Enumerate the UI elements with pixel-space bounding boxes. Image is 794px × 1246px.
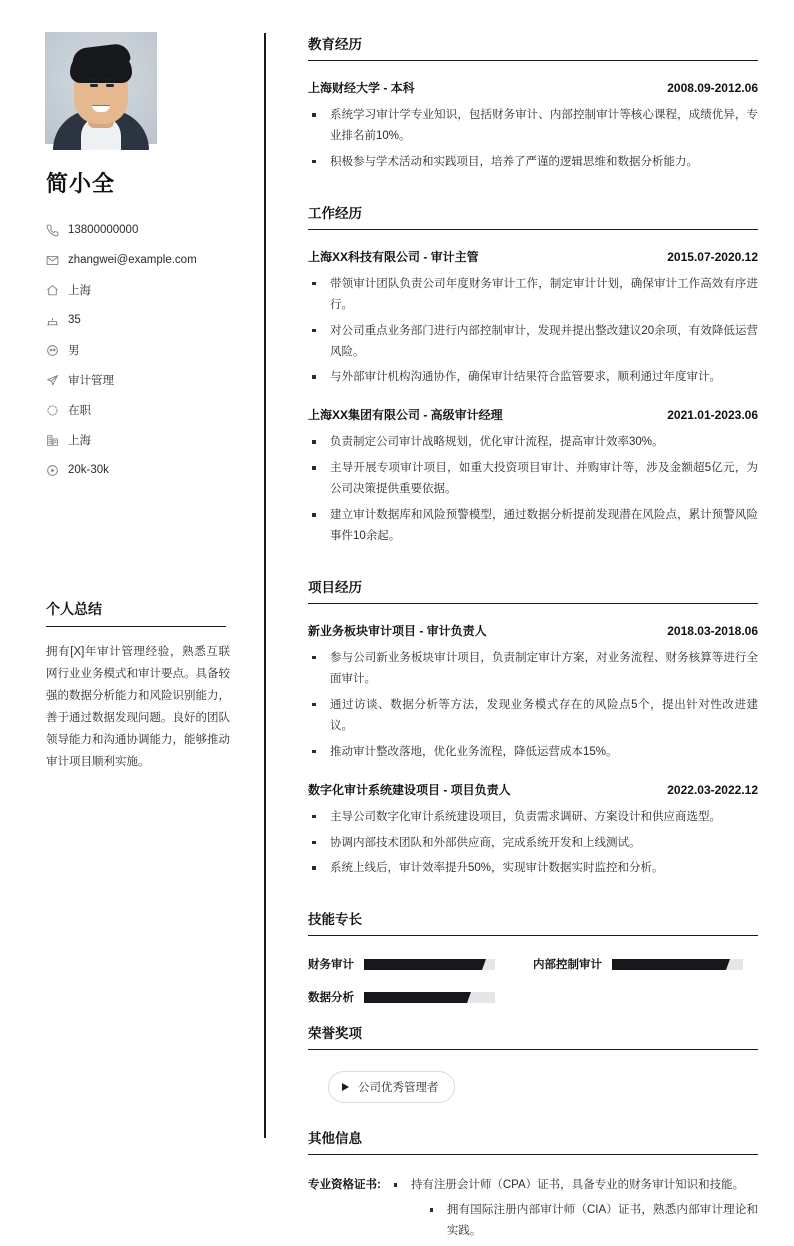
list-item: 对公司重点业务部门进行内部控制审计，发现并提出整改建议20余项，有效降低运营风险。 — [308, 321, 758, 363]
work-entry — [308, 248, 758, 389]
work-section — [308, 202, 758, 547]
skills-heading: 技能专长 — [308, 908, 758, 936]
sidebar — [0, 0, 264, 1178]
contact-value-email: zhangwei@example.com — [68, 254, 197, 266]
skills-section — [308, 908, 758, 1022]
contact-value-phone: 13800000000 — [68, 224, 139, 236]
skill-progress-fill — [364, 992, 464, 1003]
home-icon — [46, 284, 63, 297]
list-item: 拥有国际注册内部审计师（CIA）证书，熟悉内部审计理论和实践。 — [425, 1200, 758, 1242]
contact-value-position: 审计管理 — [68, 375, 114, 387]
play-triangle-icon — [342, 1083, 349, 1091]
list-item: 带领审计团队负责公司年度财务审计工作，制定审计计划，确保审计工作高效有序进行。 — [308, 274, 758, 316]
spacer — [308, 178, 758, 202]
skill-progress-track — [612, 959, 743, 970]
project-date: 2018.03-2018.06 — [667, 623, 758, 638]
list-item: 推动审计整改落地，优化业务流程，降低运营成本15%。 — [308, 742, 758, 763]
spacer — [308, 1103, 758, 1127]
spacer — [308, 884, 758, 908]
work-date: 2015.07-2020.12 — [667, 249, 758, 264]
contact-row-gender — [46, 336, 232, 364]
skill-progress-fill — [612, 959, 723, 970]
summary-text: 拥有[X]年审计管理经验，熟悉互联网行业业务模式和审计要点。具备较强的数据分析能力和风险识别能力，善于通过数据发现问题。良好的团队领导能力和沟通协调能力，能够推动审计项目顺利实施。 — [46, 646, 230, 769]
work-bullets — [308, 274, 758, 389]
other-info-row — [308, 1175, 758, 1246]
awards-heading: 荣誉奖项 — [308, 1022, 758, 1050]
education-date: 2008.09-2012.06 — [667, 81, 758, 95]
awards-list — [308, 1071, 758, 1103]
skills-grid — [308, 956, 758, 1022]
skill-progress-fill — [364, 959, 479, 970]
project-bullets — [308, 648, 758, 763]
contact-value-status: 在职 — [68, 405, 91, 417]
work-title: 上海XX科技有限公司 - 审计主管 — [308, 249, 479, 264]
list-item: 参与公司新业务板块审计项目，负责制定审计方案，对业务流程、财务核算等进行全面审计。 — [308, 648, 758, 690]
skill-item — [308, 989, 533, 1005]
entry-header — [308, 406, 758, 423]
education-heading: 教育经历 — [308, 33, 758, 61]
work-date: 2021.01-2023.06 — [667, 408, 758, 423]
contact-value-salary: 20k-30k — [68, 464, 109, 476]
main-content — [264, 0, 794, 1238]
city-icon — [46, 434, 63, 447]
projects-section — [308, 576, 758, 879]
skill-label: 财务审计 — [308, 959, 354, 972]
person-name: 简小全 — [46, 171, 116, 196]
other-info-section — [308, 1127, 758, 1246]
education-entry — [308, 79, 758, 173]
list-item: 主导开展专项审计项目，如重大投资项目审计、并购审计等，涉及金额超5亿元，为公司决策提供重要依据。 — [308, 458, 758, 500]
summary-section — [44, 599, 232, 773]
other-info-heading: 其他信息 — [308, 1127, 758, 1155]
contact-row-status — [46, 396, 232, 424]
list-item: 系统上线后，审计效率提升50%，实现审计数据实时监控和分析。 — [308, 858, 758, 879]
education-bullets — [308, 105, 758, 173]
entry-header — [308, 248, 758, 265]
contact-value-city: 上海 — [68, 435, 91, 447]
skill-progress-track — [364, 992, 495, 1003]
contact-row-phone — [46, 216, 232, 244]
gender-icon — [46, 344, 63, 357]
contact-row-position — [46, 366, 232, 394]
certificates-list — [389, 1175, 758, 1246]
portrait-photo — [45, 32, 157, 144]
award-chip[interactable] — [328, 1071, 455, 1103]
contact-value-age: 35 — [68, 314, 81, 326]
mail-icon — [46, 254, 63, 267]
summary-heading: 个人总结 — [46, 599, 226, 627]
birthday-icon — [46, 314, 63, 327]
project-date: 2022.03-2022.12 — [667, 782, 758, 797]
contact-row-salary — [46, 456, 232, 484]
contact-value-gender: 男 — [68, 345, 80, 357]
list-item: 建立审计数据库和风险预警模型，通过数据分析提前发现潜在风险点，累计预警风险事件10余起。 — [308, 505, 758, 547]
award-label: 公司优秀管理者 — [358, 1082, 439, 1095]
skill-progress-track — [364, 959, 495, 970]
skill-item — [308, 956, 533, 972]
projects-heading: 项目经历 — [308, 576, 758, 604]
contact-row-email — [46, 246, 232, 274]
list-item: 系统学习审计学专业知识，包括财务审计、内部控制审计等核心课程，成绩优异，专业排名前10%。 — [308, 105, 758, 147]
work-title: 上海XX集团有限公司 - 高级审计经理 — [308, 408, 503, 423]
skill-label: 内部控制审计 — [533, 959, 602, 972]
list-item: 负责制定公司审计战略规划，优化审计流程，提高审计效率30%。 — [308, 432, 758, 453]
contact-row-age — [46, 306, 232, 334]
project-entry — [308, 622, 758, 763]
phone-icon — [46, 224, 63, 237]
skill-item — [533, 956, 758, 972]
list-item: 持有注册会计师（CPA）证书，具备专业的财务审计知识和技能。 — [389, 1175, 757, 1196]
entry-header — [308, 781, 758, 798]
entry-header — [308, 622, 758, 639]
list-item: 主导公司数字化审计系统建设项目，负责需求调研、方案设计和供应商选型。 — [308, 807, 758, 828]
contact-row-home — [46, 276, 232, 304]
position-icon — [46, 374, 63, 387]
project-entry — [308, 781, 758, 880]
status-icon — [46, 404, 63, 417]
contact-list — [46, 216, 232, 484]
list-item: 积极参与学术活动和实践项目，培养了严谨的逻辑思维和数据分析能力。 — [308, 152, 758, 173]
list-item: 与外部审计机构沟通协作，确保审计结果符合监管要求，顺利通过年度审计。 — [308, 367, 758, 388]
list-item: 协调内部技术团队和外部供应商，完成系统开发和上线测试。 — [308, 833, 758, 854]
spacer — [308, 552, 758, 576]
entry-header — [308, 79, 758, 96]
list-item: 通过访谈、数据分析等方法，发现业务模式存在的风险点5个，提出针对性改进建议。 — [308, 695, 758, 737]
column-divider — [264, 33, 266, 1138]
contact-row-city — [46, 426, 232, 454]
certificates-label: 专业资格证书: — [308, 1179, 381, 1192]
awards-section — [308, 1022, 758, 1103]
education-title: 上海财经大学 - 本科 — [308, 81, 415, 95]
salary-icon — [46, 464, 63, 477]
work-bullets — [308, 432, 758, 547]
work-heading: 工作经历 — [308, 202, 758, 230]
project-title: 数字化审计系统建设项目 - 项目负责人 — [308, 782, 511, 797]
project-bullets — [308, 807, 758, 880]
avatar — [45, 32, 157, 144]
education-section — [308, 33, 758, 173]
contact-value-home: 上海 — [68, 285, 91, 297]
skill-label: 数据分析 — [308, 992, 354, 1005]
project-title: 新业务板块审计项目 - 审计负责人 — [308, 623, 487, 638]
work-entry — [308, 406, 758, 547]
